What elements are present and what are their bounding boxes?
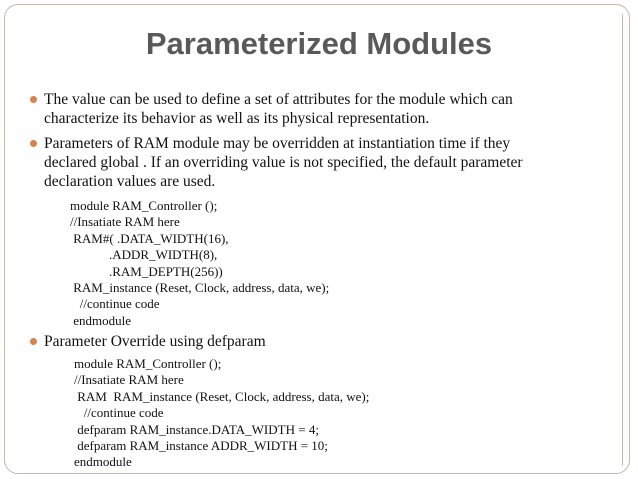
code-line: endmodule: [70, 312, 132, 328]
code-block-instantiation: [70, 198, 329, 329]
bullet-attributes: [44, 90, 604, 128]
code-line: module RAM_Controller ();: [70, 198, 218, 213]
code-line: //continue code: [74, 405, 164, 421]
bullet-line: The value can be used to define a set of attributes for the module which can: [44, 91, 513, 108]
bullet-dot-icon: [30, 96, 37, 103]
code-line: .RAM_DEPTH(256)): [70, 263, 223, 279]
bullet-parameters-override: [44, 134, 604, 191]
code-line: RAM RAM_instance (Reset, Clock, address, data, we);: [74, 388, 370, 404]
code-block-defparam: [74, 356, 369, 471]
bullet-dot-icon: [30, 140, 37, 147]
bullet-line: characterize its behavior as well as its physical representation.: [44, 110, 430, 127]
code-line: defparam RAM_instance.DATA_WIDTH = 4;: [74, 421, 319, 437]
code-line: .ADDR_WIDTH(8),: [70, 247, 218, 263]
code-line: //continue code: [70, 296, 160, 312]
code-line: endmodule: [74, 454, 132, 470]
bullet-line: Parameter Override using defparam: [44, 333, 266, 350]
slide-right-rule: [622, 14, 623, 466]
bullet-line: Parameters of RAM module may be overridden at instantiation time if they: [44, 135, 511, 152]
bullet-defparam: [44, 332, 604, 351]
code-line: //Insatiate RAM here: [74, 372, 184, 388]
code-line: //Insatiate RAM here: [70, 214, 180, 230]
code-line: RAM#( .DATA_WIDTH(16),: [70, 230, 229, 246]
code-line: RAM_instance (Reset, Clock, address, data, we);: [70, 280, 330, 296]
bullet-line: declaration values are used.: [44, 173, 216, 190]
bullet-line: declared global . If an overriding value is not specified, the default parameter: [44, 154, 523, 171]
code-line: defparam RAM_instance ADDR_WIDTH = 10;: [74, 438, 328, 454]
slide-title: Parameterized Modules: [145, 26, 493, 61]
bullet-dot-icon: [30, 338, 37, 345]
code-line: module RAM_Controller ();: [74, 356, 222, 371]
